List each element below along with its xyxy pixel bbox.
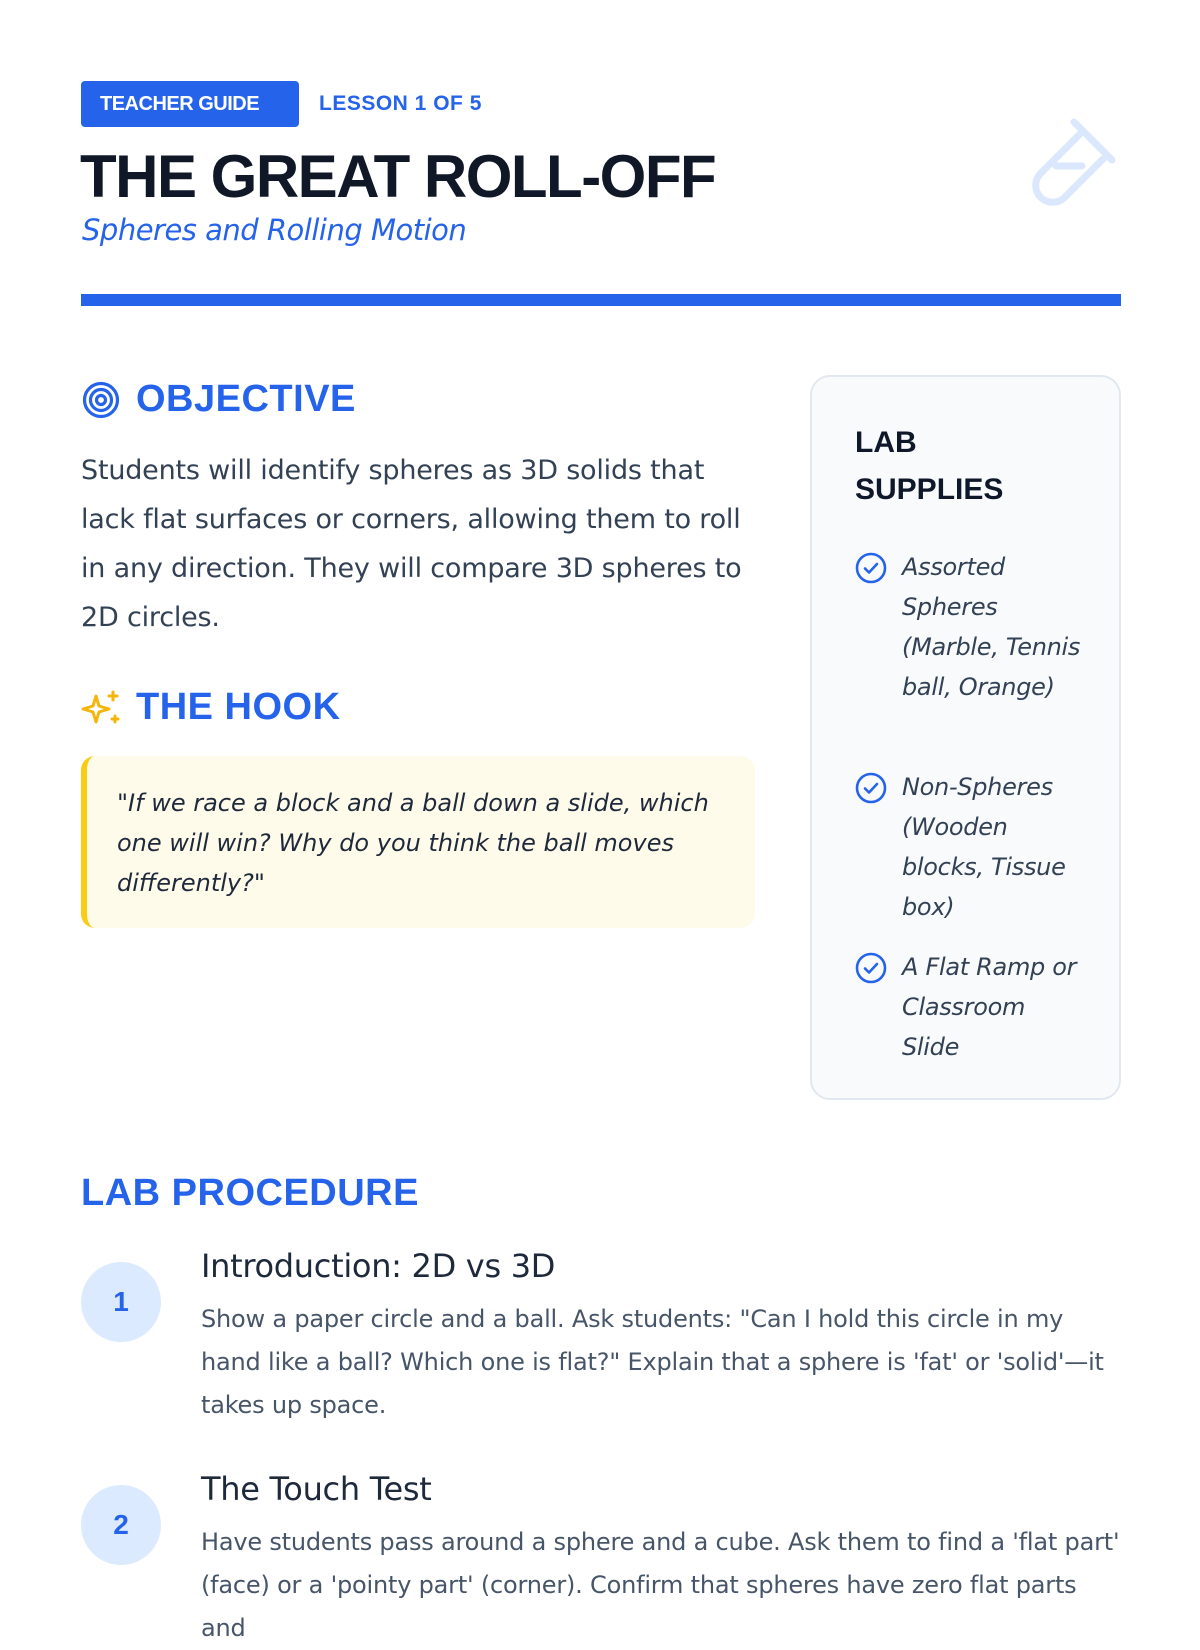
step-number: 1 (81, 1262, 161, 1342)
supply-item (854, 767, 1082, 927)
lab-supplies-card (810, 375, 1121, 1100)
lesson-counter: LESSON 1 OF 5 (319, 92, 482, 115)
objective-heading-label: OBJECTIVE (136, 378, 356, 420)
hook-heading (81, 686, 341, 729)
supply-item-label: A Flat Ramp or Classroom Slide (902, 953, 1077, 1061)
check-circle-icon (854, 551, 888, 585)
header-divider (81, 294, 1121, 306)
supply-item-label: Non-Spheres (Wooden blocks, Tissue box) (902, 773, 1066, 921)
header-meta (81, 81, 482, 127)
target-icon (81, 380, 121, 420)
page-subtitle: Spheres and Rolling Motion (82, 213, 467, 247)
objective-heading (81, 378, 356, 421)
supply-item (854, 547, 1082, 707)
procedure-heading-label: LAB PROCEDURE (81, 1172, 419, 1214)
check-circle-icon (854, 951, 888, 985)
hook-quote-box (81, 756, 755, 928)
hook-heading-label: THE HOOK (136, 686, 341, 728)
sparkles-icon (81, 688, 121, 728)
test-tube-icon (1012, 112, 1122, 222)
supply-item (854, 947, 1082, 1067)
step-title: Introduction: 2D vs 3D (201, 1247, 556, 1285)
step-number: 2 (81, 1485, 161, 1565)
supply-item-label: Assorted Spheres (Marble, Tennis ball, Orange) (902, 553, 1081, 701)
page-title: THE GREAT ROLL-OFF (80, 143, 716, 210)
objective-text: Students will identify spheres as 3D solids that lack flat surfaces or corners, allowing them to roll in any direction. They will compare 3D spheres to 2D circles. (81, 455, 742, 633)
lab-supplies-title: LAB SUPPLIES (855, 426, 1004, 506)
step-title: The Touch Test (201, 1470, 432, 1508)
hook-quote: "If we race a block and a ball down a slide, which one will win? Why do you think the ball moves differently?" (117, 789, 709, 897)
step-text: Have students pass around a sphere and a cube. Ask them to find a 'flat part' (face) or a 'pointy part' (corner). Confirm that spheres have zero flat parts and (201, 1528, 1120, 1642)
procedure-heading (81, 1172, 419, 1215)
check-circle-icon (854, 771, 888, 805)
step-text: Show a paper circle and a ball. Ask students: "Can I hold this circle in my hand like a ball? Which one is flat?" Explain that a sphere is 'fat' or 'solid'—it takes up space. (201, 1305, 1104, 1419)
teacher-guide-badge: TEACHER GUIDE (81, 81, 299, 127)
